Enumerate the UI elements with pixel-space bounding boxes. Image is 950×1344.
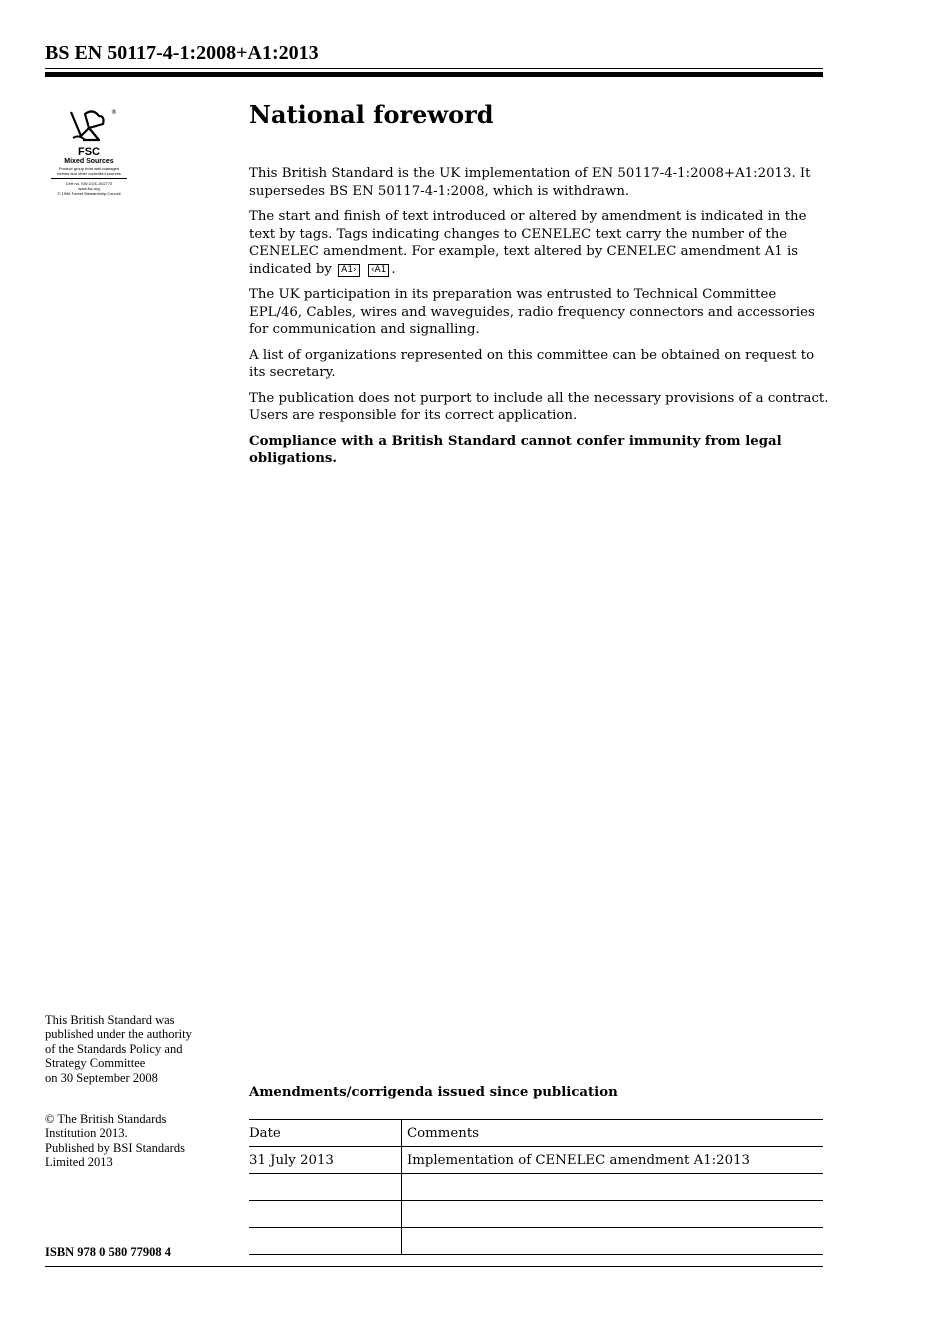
table-cell-comments: Implementation of CENELEC amendment A1:2013 — [402, 1147, 824, 1174]
publication-note — [45, 1013, 230, 1085]
column-header-comments: Comments — [402, 1120, 824, 1147]
copyright-line: Published by BSI Standards — [45, 1140, 185, 1155]
fsc-mixed-sources: Mixed Sources — [64, 158, 114, 165]
page-title: National foreword — [249, 100, 494, 129]
table-row — [249, 1147, 823, 1174]
fsc-line1: Product group from well-managed — [58, 166, 120, 171]
fsc-cert-no: Cert no. SW-COC-002773 — [65, 181, 113, 186]
publication-line: on 30 September 2008 — [45, 1070, 158, 1085]
isbn: ISBN 978 0 580 77908 4 — [45, 1245, 172, 1259]
table-row — [249, 1174, 823, 1201]
copyright-line: Limited 2013 — [45, 1155, 113, 1170]
copyright-line: © The British Standards — [45, 1112, 167, 1126]
fsc-title: FSC — [78, 146, 100, 158]
publication-line: Strategy Committee — [45, 1056, 146, 1071]
table-cell-date — [249, 1228, 402, 1255]
table-cell-comments — [402, 1228, 824, 1255]
table-cell-comments — [402, 1174, 824, 1201]
table-cell-comments — [402, 1201, 824, 1228]
foreword-para-2-text: The start and finish of text introduced or altered by amendment is indicated in the text by tags. Tags indicating changes to CENELEC text carry the number of the CENELEC amendment. For example, text altered by CENELEC amendment A1 is indicated by — [249, 209, 807, 277]
foreword-para-2-end: . — [391, 261, 396, 277]
amendments-heading: Amendments/corrigenda issued since publication — [249, 1085, 618, 1100]
fsc-copyright: © 1996 Forest Stewardship Council — [57, 191, 121, 196]
header-rule-thin — [45, 68, 823, 69]
foreword-para-2 — [249, 208, 829, 278]
table-cell-date: 31 July 2013 — [249, 1147, 402, 1174]
column-header-date: Date — [249, 1120, 402, 1147]
compliance-statement: Compliance with a British Standard cannot confer immunity from legal obligations. — [249, 433, 782, 466]
table-header-row — [249, 1120, 823, 1147]
copyright-line: Institution 2013. — [45, 1126, 128, 1141]
footer-rule — [45, 1266, 823, 1267]
publication-line: of the Standards Policy and — [45, 1041, 183, 1056]
foreword-para-3: The UK participation in its preparation was entrusted to Technical Committee EPL/46, Cables, wires and waveguides, radio frequency connectors and accessories for communication and signalling. — [249, 287, 815, 337]
table-cell-date — [249, 1201, 402, 1228]
publication-line: published under the authority — [45, 1027, 192, 1042]
publication-line: This British Standard was — [45, 1013, 175, 1027]
fsc-website: www.fsc.org — [78, 186, 100, 191]
standard-code: BS EN 50117-4-1:2008+A1:2013 — [45, 42, 319, 64]
amendments-table — [249, 1119, 823, 1255]
fsc-tree-icon — [59, 106, 119, 146]
fsc-divider — [51, 178, 127, 179]
fsc-line2: forests and other controlled sources — [57, 171, 121, 176]
table-row — [249, 1201, 823, 1228]
header-rule-thick — [45, 72, 823, 77]
foreword-para-4: A list of organizations represented on this committee can be obtained on request to its secretary. — [249, 347, 815, 380]
amendment-start-tag: A1› — [338, 264, 359, 277]
fsc-registered-mark: ® — [111, 109, 117, 116]
foreword-body — [249, 165, 829, 476]
foreword-para-1: This British Standard is the UK implementation of EN 50117-4-1:2008+A1:2013. It supersedes BS EN 50117-4-1:2008, which is withdrawn. — [249, 166, 811, 199]
amendment-end-tag: ‹A1 — [368, 264, 389, 277]
table-row — [249, 1228, 823, 1255]
fsc-logo — [45, 106, 133, 196]
foreword-para-5: The publication does not purport to include all the necessary provisions of a contract. Users are responsible for its correct application. — [249, 390, 829, 423]
table-cell-date — [249, 1174, 402, 1201]
copyright-note — [45, 1112, 230, 1170]
